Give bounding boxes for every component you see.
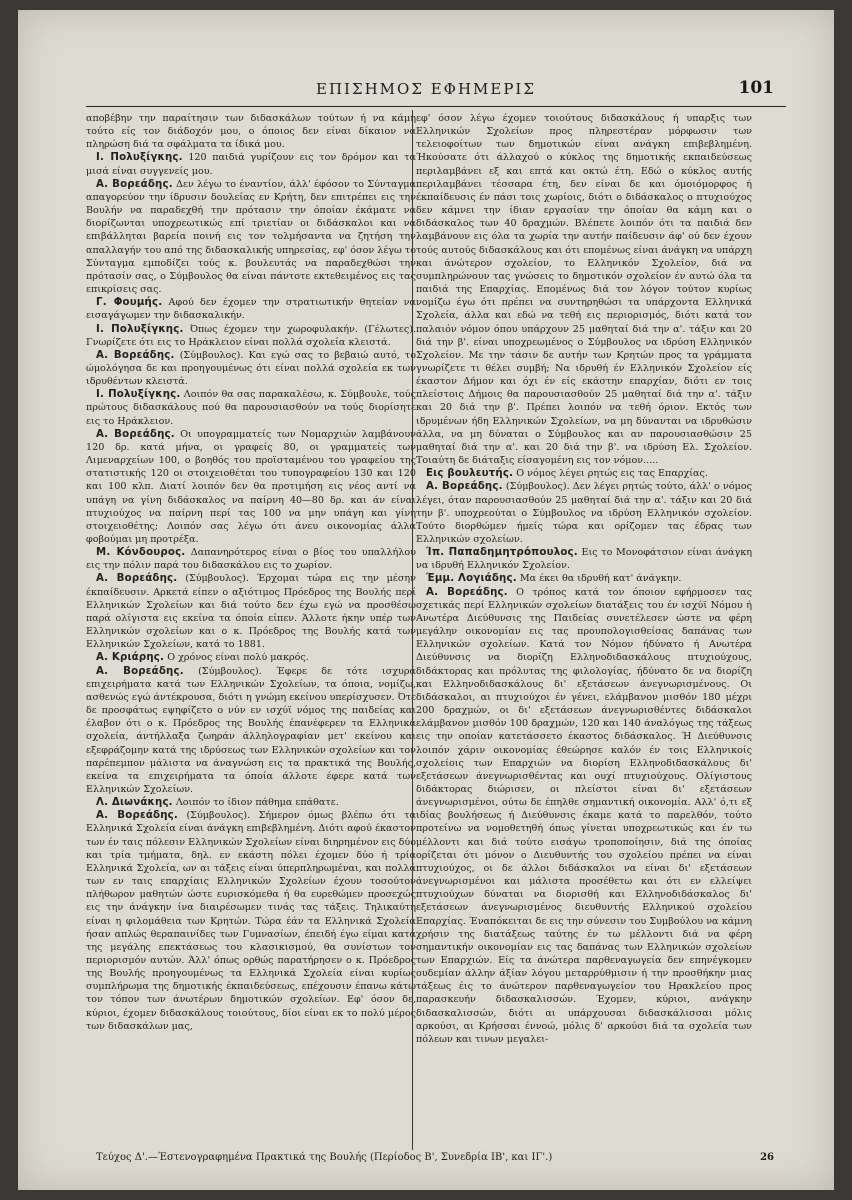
paragraph — [86, 572, 416, 651]
paragraph-text: (Σύμβουλος). Και εγώ σας το βεβαιώ αυτό, το ώμολόγησα δε και προηγουμένως ότι είναι πολλά σχολεία εκ των ιδρυθέντων κλειστά. — [86, 349, 416, 388]
speaker-name: Ι. Πολυξίγκης. — [96, 389, 181, 401]
paragraph-text: (Σύμβουλος). Σήμερον όμως βλέπω ότι τα Ελληνικά Σχολεία είναι άνάγκη επιβεβλημένη. Διότι αφού έκαστον των έν ταις πόλεσιν Ελληνικών Σχολείων είναι διηρημένον εις δύο και τρία τμήματα, δηλ. εν εκάστη πόλει έχομεν δύο ή τρία Ελληνικά Σχολεία, ων αι τάξεις είναι ύπερπληρωμέναι, και πολλά των εν ταις επαρχίαις Ελληνικών Σχολείων έχουν τοσούτον πλήθωρον μαθητών ώστε ευρισκόμεθα ή θα ευρεθώμεν προσεχώς εις την άνάγκην ίνα διαιρέσωμεν τινάς τας τάξεις. Τηλικαύτη είναι η φιλομάθεια των Κρητών. Τώρα έάν τα Ελληνικά Σχολεία ήσαν απλώς θεραπαινίδες των Γυμνασίων, έπειδή έγω είμαι κατά της μεγάλης επεκτάσεως του κλασικισμού, θα συνίστων τον περιορισμόν αυτών. Άλλ' όπως ορθώς παρατήρησεν ο κ. Πρόεδρος της Βουλής προηγουμένως τα Ελληνικά Σχολεία είναι κυρίως συμπλήρωμα της δημοτικής έκπαιδεύσεως, επέχουσιν έπανω κάτω τον τόπον των άνωτέρων δημοτικών σχολείων. Εφ' όσον δε, κύριοι, έχομεν διδασκάλους τοιούτους, δίοι είναι εκ το πολύ μέρος των διδασκάλων μας, — [86, 810, 417, 1032]
speaker-name: Α. Βορεάδης. — [96, 349, 175, 361]
paragraph-text: (Σύμβουλος). Έφερε δε τότε ισχυρά επιχειρήματα κατά των Ελληνικών Σχολείων, τα όποια, νομίζω, ασθενώς εγώ άντέκρουσα, διότι η γνώμη εκείνου υπερίσχυσεν. Ότε δε προσφάτως εψηφίζετο ο νύν εν ισχύϊ νόμος της παιδείας και έλαβον ότι ο κ. Πρόεδρος της Βουλής έπανέφερεν τα Ελληνικά σχολεία, άντήλλαξα ζωηράν άλληλογραφίαν μετ' εκείνου και εξεφράζομην κατά της ιδρύσεως των Ελληνικών σχολείων και τον παρέπεμπον μάλιστα να άναγνώση εις τα πρακτικά της Βουλής, εκείνα τα επιχειρήματα τα όποία άλλοτε έφερε κατά των Ελληνικών Σχολείων. — [86, 665, 416, 795]
speaker-name: Α. Βορεάδης. — [96, 428, 175, 440]
paragraph — [86, 112, 416, 151]
paragraph-text: Δαπανηρότερος είναι ο βίος του υπαλλήλου εις την πόλιν παρά του διδασκάλου εις το χωρίον. — [86, 547, 416, 572]
paragraph — [86, 665, 416, 797]
page-number: 101 — [738, 78, 774, 98]
paragraph-text: (Σύμβουλος). Δεν λέγει ρητώς τούτο, άλλ' ο νόμος λέγει, όταν παρουσιασθούν 25 μαθηταί διά την α'. τάξιν και 20 διά την β'. υποχρεούται ο Σύμβουλος να ιδρύση Ελληνικόν σχολείον. Τούτο διορθώμεν ήμείς τώρα και ορίζομεν τας έδρας των Ελληνικών σχολείων. — [416, 481, 752, 545]
paragraph — [86, 151, 416, 177]
paragraph-text: Αφού δεν έχομεν την στρατιωτικήν θητείαν να εισαγάγωμεν την διδασκαλικήν. — [86, 297, 416, 322]
paragraph — [416, 480, 752, 546]
speaker-name: Α. Βορεάδης. — [96, 665, 184, 677]
paragraph — [416, 586, 752, 1046]
paragraph — [416, 572, 752, 585]
speaker-name: Εις βουλευτής. — [426, 468, 514, 480]
paragraph — [86, 388, 416, 427]
paragraph-text: Δεν λέγω το έναντίον, άλλ' έφόσον το Σύνταγμα απαγορεύον την ίδρυσιν δουλείας εν Κρήτη, δεν επιτρέπει εις την Βουλήν να παραδεχθή την πρότασιν την όποίαν έκάματε να διορίζωνται υποχρεωτικώς επί τριετίαν οι διδάσκαλοι και να επιβάλληται βαρεία ποινή εις τον τολμήσαντα να ζητήση την απαλλαγήν του από της διδασκαλικής υπηρεσίας, εφ' όσον λέγω το Σύνταγμα εμποδίζει τούς κ. βουλευτάς να παραδεχθώσι την πρότασίν σας, ο Σύμβουλος θα είναι πάντοτε εκτεθειμένος εις τας επικρίσεις σας. — [86, 178, 416, 296]
footer-citation: Τεύχος Δ'.—Έστενογραφημένα Πρακτικά της Βουλής (Περίοδος Β', Συνεδρία ΙΒ', και ΙΓ'.) — [96, 1152, 553, 1163]
speaker-name: Ι. Πολυξίγκης. — [96, 323, 184, 335]
paragraph-text: Λοιπόν το ίδιον πάθημα επάθατε. — [175, 797, 339, 809]
paragraph — [86, 296, 416, 322]
column-divider — [412, 110, 413, 1150]
footer-page-number: 26 — [760, 1152, 774, 1163]
page-title: ΕΠΙΣΗΜΟΣ ΕΦΗΜΕΡΙΣ — [316, 80, 536, 98]
paragraph-text: Ο τρόπος κατά τον όποιον εφήρμοσεν τας σχετικάς περί Ελληνικών σχολείων διατάξεις του έν ισχύϊ Νόμου ή Ανωτέρα Διεύθυνσις της Παιδείας συνετέλεσεν ώστε να φέρη μεγάλην οικονομίαν εις τας προυπολογισθείσας δαπάνας των Ελληνικών σχολείων. Κατά τον Νόμον ήδύνατο ή Ανωτέρα Διεύθυνσις να διορίζη Ελληνοδιδασκάλους πτυχιούχους, διδάκτορας και πρόλυτας της φιλολογίας, ήδύνατο δε να διορίζη και Ελληνοδιδασκάλους δι' εξετάσεων άνεγνωρισμένους. Οι διδάσκαλοι, αι πτυχιούχοι έν γένει, ελάμβανον μισθόν 180 μέχρι 200 δραχμών, οι δι' εξετάσεων άνεγνωρισθέντες διδάσκαλοι ελάμβανον μισθόν 100 δραχμών, 120 και 140 άναλόγως της τάξεως εις την οποίαν κατετάσσετο έκαστος διδάσκαλος. Ή Διεύθυνσις λοιπόν χάριν οικονομίας έθεώρησε καλόν έν τοις Ελληνικοίς σχολείοις των Επαρχιών να διορίση Ελληνοδιδασκάλους δι' εξετάσεων άνεγνωρισθέντας και ουχί πτυχιούχους. Ολίγιστους διδάκτορας διώρισεν, οι πλείστοι είναι δι' εξετάσεων άνεγνωρισμένοι, ούτω δε έπηλθε σημαντική οικονομία. Αλλ' ό,τι εξ ιδίας βουλήσεως ή Διεύθυνσις έκαμε κατά το παρελθόν, τούτο προτείνω να νομοθετηθή όπως γίνεται υποχρεωτικώς και έν τω μέλλοντι και διά τούτο εισάγω τροποποίησιν, διά της όποίας ορίζεται ότι μόνον ο Διευθυντής του σχολείου πρέπει να είναι πτυχιούχος, οι δε άλλοι διδάσκαλοι να είναι δι' εξετάσεων άνεγνωρισμένοι και μάλιστα προσέθετω και ότι εν ελλείψει πτυχιούχων δύναται να διορισθή και Ελληνοδιδάσκαλος δι' εξετάσεων άνεγνωρισμένος διευθυντής Ελληνικού σχολείου Επαρχίας. Έναπόκειται δε εις την σύνεσιν του Συμβούλου να κάμνη χρήσιν της διατάξεως ταύτης έν τω μέλλοντι διά να φέρη σημαντικήν οικονομίαν εις τας δαπάνας των Ελληνικών σχολείων των Επαρχιών. Είς τα άνώτερα παρθεναγωγεία δεν επηνέγκομεν ουδεμίαν άλλην άξίαν λόγου μεταρρύθμισιν ή την προσθήκην μιας τάξεως έις το άνώτερον παρθεναγωγείον του Ηρακλείου προς παρασκευήν διδασκαλισσών. Έχομεν, κύριοι, ανάγκην διδασκαλισσών, διότι αι υπάρχουσαι διδασκάλισσαι μόλις αρκούσι, αι Κρήσσαι έννοώ, μόλις δ' αρκούσι διά τα σχολεία των πόλεων και τινων μεγαλει- — [416, 586, 752, 1045]
paragraph — [86, 809, 416, 1033]
paragraph — [86, 546, 416, 572]
paragraph — [86, 178, 416, 296]
speaker-name: Ίπ. Παπαδημητρόπουλος. — [426, 547, 578, 559]
paragraph-text: εφ' όσον λέγω έχομεν τοιούτους διδασκάλους ή υπαρξις των Ελληνικών Σχολείων προς πληρεστέραν μόρφωσιν των τελειοφοίτων των δημοτικών είναι ανάγκη επιβεβλημένη. Ήκούσατε ότι άλλαχού ο κύκλος της δημοτικής εκπαιδεύσεως περιλαμβάνει εξ και επτά και οκτώ έτη. Εδώ ο κύκλος αυτής περιλαμβάνει τέσσαρα έτη, δεν είναι δε και όμοιόμορφος ή έκπαίδευσις έν πάσι τοις χωρίοις, διότι ο διδάσκαλος ο πτυχιούχος δεν κάμνει την ίδιαν εργασίαν την όποίαν θα κάμη και ο διδάσκαλος των 40 δραχμών. Βλέπετε λοιπόν ότι τα παιδιά δεν λαμβάνουν εις όλα τα χωρία την αυτήν παίδευσιν άφ' ού δεν έχουν τούς αυτούς διδασκάλους και ότι επομένως είναι άνάγκη να υπάρχη και άνώτερον σχολείον, το Ελληνικόν Σχολείον, διά να συμπληρώνουν τας γνώσεις το δημοτικόν σχολείον έν αυτώ όλα τα παιδιά της Επαρχίας. Επομένως διά τον λόγον τούτον κυρίως νομίζω έγω ότι πρέπει να συντηρηθώσι τα υπάρχοντα Ελληνικά Σχολεία, άλλα και εδώ να τεθή εις περιορισμός, διότι κατά τον παλαιόν νόμον όπου υπάρχουν 25 μαθηταί διά την α'. τάξιν και 20 διά την β'. είναι υποχρεωμένος ο Σύμβουλος να ιδρύση Ελληνικόν Σχολείον. Με την τάσιν δε αυτήν των Κρητών προς τα γράμματα γνωρίζετε τι θέλει συμβή; Να ιδρυθή έν Ελληνικόν Σχολείον είς έκαστον Δήμον και όχι έν είς εκάστην επαρχίαν, διότι εν τοις πλείστοις Δήμοις θα παρουσιασθούν 25 μαθηταί διά την α'. τάξιν και 20 διά την β'. Πρέπει λοιπόν να τεθή όριον. Εκτός των ιδρυμένων ήδη Ελληνικών Σχολείων, να μη δύνανται να ιδρυθώσιν άλλα, να μη δύναται ο Σύμβουλος και αν παρουσιασθώσιν 25 μαθηταί διά την α'. και 20 διά την β'. να ιδρύση Ελ. Σχολείον. Τοιαύτη δε διάταξις είσαγομένη εις τον νόμον..... — [416, 113, 752, 467]
speaker-name: Γ. Φουμής. — [96, 297, 163, 309]
paragraph-text: Μα έκει θα ιδρυθή κατ' άνάγκην. — [519, 573, 682, 585]
paragraph-text: Ο χρόνος είναι πολύ μακρός. — [167, 652, 309, 664]
paragraph-text: 120 παιδιά γυρίζουν εις τον δρόμον και τα μισά είναι συγγενείς μου. — [86, 152, 417, 177]
speaker-name: Α. Βορεάδης. — [96, 178, 173, 190]
speaker-name: Α. Βορεάδης. — [426, 481, 503, 493]
paragraph — [86, 651, 416, 664]
paragraph — [86, 428, 416, 546]
header-rule — [86, 106, 786, 107]
paragraph — [86, 349, 416, 388]
paragraph — [416, 546, 752, 572]
paragraph-text: Εις το Μονοφάτσιον είναι άνάγκη να ιδρυθή Ελληνικόν Σχολείον. — [416, 547, 752, 572]
paragraph-text: Ο νόμος λέγει ρητώς εις τας Επαρχίας. — [516, 468, 708, 480]
speaker-name: Έμμ. Λογιάδης. — [426, 573, 517, 585]
speaker-name: Α. Βορεάδης. — [96, 573, 178, 585]
left-column — [86, 112, 416, 1033]
paragraph-text: Οι υπογραμματείς των Νομαρχιών λαμβάνουν 120 δρ. κατά μήνα, οι γραφείς 80, οι γραμματείς των Λιμεναρχείων 100, ο βοηθός του προϊσταμένου του γραφείου της στατιστικής 120 οι στοιχειοθέται του τυπογραφείου 130 και 120 και 100 κλπ. Διατί λοιπόν δεν θα προτιμήση εις νέος αντί να υπάγη να γίνη διδάσκαλος να παίρνη 40—80 δρ. και άν είναι πτυχιούχος να παίρνη περί τας 100 να μην υπάγη και γίνη στοιχειοθέτης; Λοιπόν σας λέγω ότι άνευ οικονομίας άλλα φοβούμαι μη προτρέξα. — [86, 428, 416, 545]
paragraph-text: αποβέβην την παραίτησιν των διδασκάλων τούτων ή να κάμη τούτο είς τον διάδοχόν μου, ο όποιος δεν είναι δίκαιον να πληρώση διά τα σφάλματα τα ίδικά μου. — [86, 113, 416, 151]
paragraph-text: Λοιπόν θα σας παρακαλέσω, κ. Σύμβουλε, τούς πρώτους διδασκάλους πού θα παρουσιασθούν να τούς διορίσητε εις το Ηράκλειον. — [86, 389, 416, 427]
right-column — [416, 112, 752, 1046]
page-header — [18, 80, 834, 106]
speaker-name: Α. Βορεάδης. — [426, 586, 508, 598]
paragraph — [86, 796, 416, 809]
paragraph-text: (Σύμβουλος). Έρχομαι τώρα εις την μέσην έκπαίδευσιν. Αρκετά είπεν ο αξιότιμος Πρόεδρος της Βουλής περί Ελληνικών Σχολείων και διά τούτο δεν έχω εγώ να προσθέσω παρά ολίγιστα εις εκείνα τα όποία είπεν. Άλλοτε ήκην υπέρ των Ελληνικών σχολείων και ο κ. Πρόεδρος της Βουλής κατά των Ελληνικών Σχολείων, κατά το 1881. — [86, 573, 416, 651]
speaker-name: Α. Βορεάδης. — [96, 810, 178, 822]
speaker-name: Ι. Πολυξίγκης. — [96, 152, 183, 164]
paragraph — [86, 323, 416, 349]
speaker-name: Μ. Κόνδουρος. — [96, 547, 186, 559]
paragraph-text: Όπως έχομεν την χωροφυλακήν. (Γέλωτες). Γνωρίζετε ότι εις το Ηράκλειον είναι πολλά σχολεία κλειστά. — [86, 323, 417, 348]
speaker-name: Α. Κριάρης. — [96, 652, 165, 664]
paragraph — [416, 467, 752, 480]
speaker-name: Λ. Διωνάκης. — [96, 797, 173, 809]
newspaper-page — [18, 10, 834, 1190]
paragraph — [416, 112, 752, 467]
